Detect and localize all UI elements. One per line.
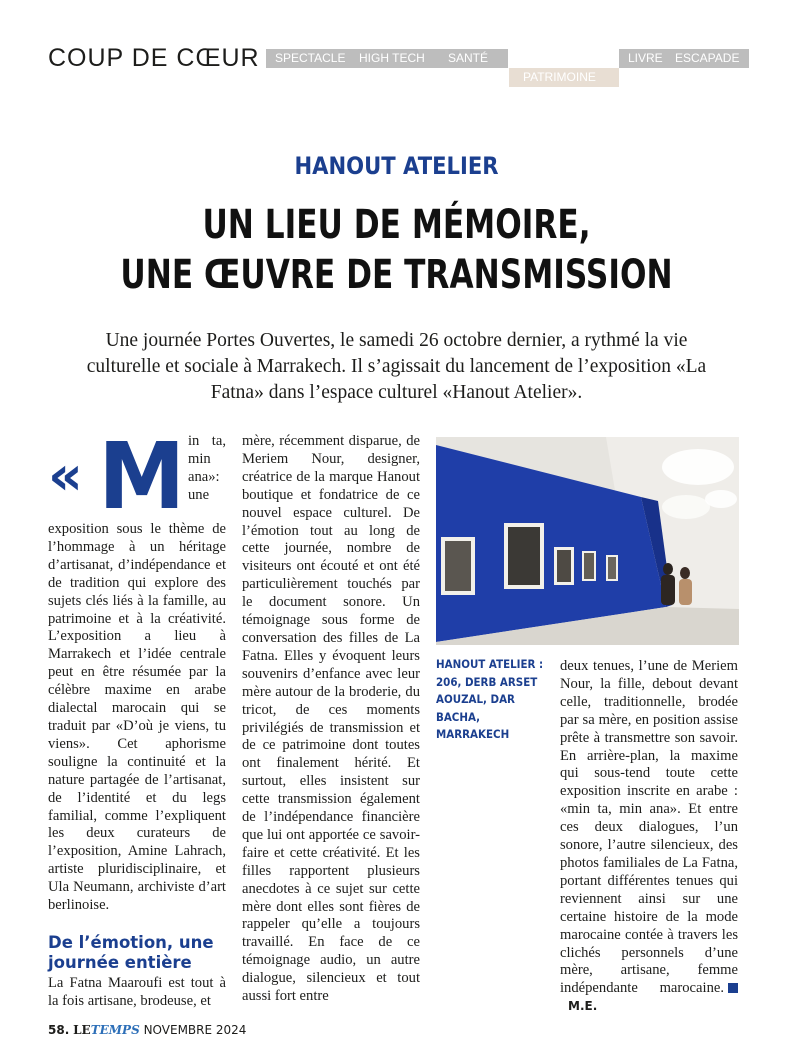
- body-paragraph-intro: in ta, min ana»: une exposition sous le thème de l’hommage à un héritage d’artisanat, d’indépendance et de tradition qui explore des sujets clés liés à la famille, au patrimoine et à la créativité. L’exposition a lieu à Marrakech et l’idée centrale peut en être résumée par la célèbre maxime en arabe dialectal marocain qui se traduit par «D’où je viens, tu viens». Cet aphorisme souligne la continuité et la nature partagée de l’artisanat, de l’identité et du legs familial, comme l’expliquent les deux curateurs de l’exposition, Amine Lahrach, artiste pluridisciplinaire, et Ula Neumann, archiviste d’art berlinoise.: [48, 433, 226, 914]
- exhibition-photo: [436, 437, 739, 645]
- brand-le: LE: [73, 1023, 91, 1037]
- nav-item-patrimoine-box[interactable]: [509, 68, 619, 87]
- headline-line-1: UN LIEU DE MÉMOIRE,: [202, 202, 591, 248]
- page-number: 58.: [48, 1023, 70, 1037]
- brand-temps: TEMPS: [90, 1023, 140, 1037]
- page-footer: [48, 1023, 246, 1037]
- end-mark-icon: [728, 983, 738, 993]
- photo-caption: HANOUT ATELIER : 206, DERB ARSET AOUZAL, DAR BACHA, MARRAKECH: [436, 658, 544, 741]
- article-headline: [87, 200, 706, 300]
- drop-cap-letter: M: [98, 423, 186, 530]
- nav-bar-right: [619, 49, 749, 68]
- body-column-1: [48, 423, 226, 1011]
- body-paragraph-4: [560, 658, 738, 1016]
- drop-cap-quote: «: [48, 444, 83, 507]
- nav-item-spectacle[interactable]: SPECTACLE: [275, 51, 346, 65]
- nav-bar-left: [266, 49, 508, 68]
- nav-item-high-tech[interactable]: HIGH TECH: [359, 51, 425, 65]
- article-kicker: HANOUT ATELIER: [294, 152, 499, 180]
- nav-item-patrimoine[interactable]: PATRIMOINE: [523, 70, 596, 84]
- section-rubric: COUP DE CŒUR: [48, 44, 260, 72]
- body-paragraph-2: La Fatna Maaroufi est tout à la fois artisane, brodeuse, et: [48, 974, 226, 1009]
- drop-cap: [48, 423, 186, 530]
- nav-item-livre[interactable]: LIVRE: [628, 51, 663, 65]
- article-standfirst: Une journée Portes Ouvertes, le samedi 26 octobre dernier, a rythmé la vie culturelle et sociale à Marrakech. Il s’agissait du lancement de l’exposition «La Fatna» dans l’espace culturel «Hanout Atelier».: [86, 330, 707, 403]
- issue-date: NOVEMBRE 2024: [143, 1023, 247, 1037]
- nav-item-sante[interactable]: SANTÉ: [448, 51, 489, 65]
- body-column-2: [242, 433, 420, 1006]
- author-signature: M.E.: [568, 999, 598, 1014]
- nav-item-escapade[interactable]: ESCAPADE: [675, 51, 740, 65]
- body-paragraph-3: mère, récemment disparue, de Meriem Nour, designer, créatrice de la marque Hanout boutique et fondatrice de ce nouvel espace culturel. De l’émotion tout au long de cette journée, nombre de visiteurs ont écouté et ont été particulièrement touchés par le document sonore. Un témoignage sous forme de conversation des filles de La Fatna. Elles y évoquent leurs souvenirs d’enfance avec leur mère autour de la broderie, du tricot, de ces moments privilégiés de transmission et de ce patrimoine dont toutes ont finalement hérité. Et surtout, elles insistent sur cette transmission également de l’indépendance financière que lui ont apportée ce savoir-faire et cette créativité. Et les filles rapportent plusieurs anecdotes à ce sujet sur cette mère dont elles sont fières de rappeler qu’elle a toujours travaillé. En face de ce témoignage audio, un autre dialogue, silencieux et tout aussi fort entre: [242, 433, 420, 1005]
- headline-line-2: UNE ŒUVRE DE TRANSMISSION: [120, 252, 673, 298]
- section-subhead: De l’émotion, une journée entière: [48, 932, 214, 972]
- body-column-3: [560, 658, 738, 1016]
- body-paragraph-4-text: deux tenues, l’une de Meriem Nour, la fille, debout devant celle, traditionnelle, brodée par sa mère, en position assise prête à transmettre son savoir. En arrière-plan, la maxime qui sous-tend toute cette exposition inscrite en arabe : «min ta, min ana». Et entre ces deux dialogues, l’un sonore, l’autre silencieux, des photos familiales de La Fatna, portant différentes tenues qui reviennent ainsi sur une certaine histoire de la mode marocaine contée à travers les clichés personnels d’une mère, artisane, femme indépendante marocaine.: [560, 658, 738, 997]
